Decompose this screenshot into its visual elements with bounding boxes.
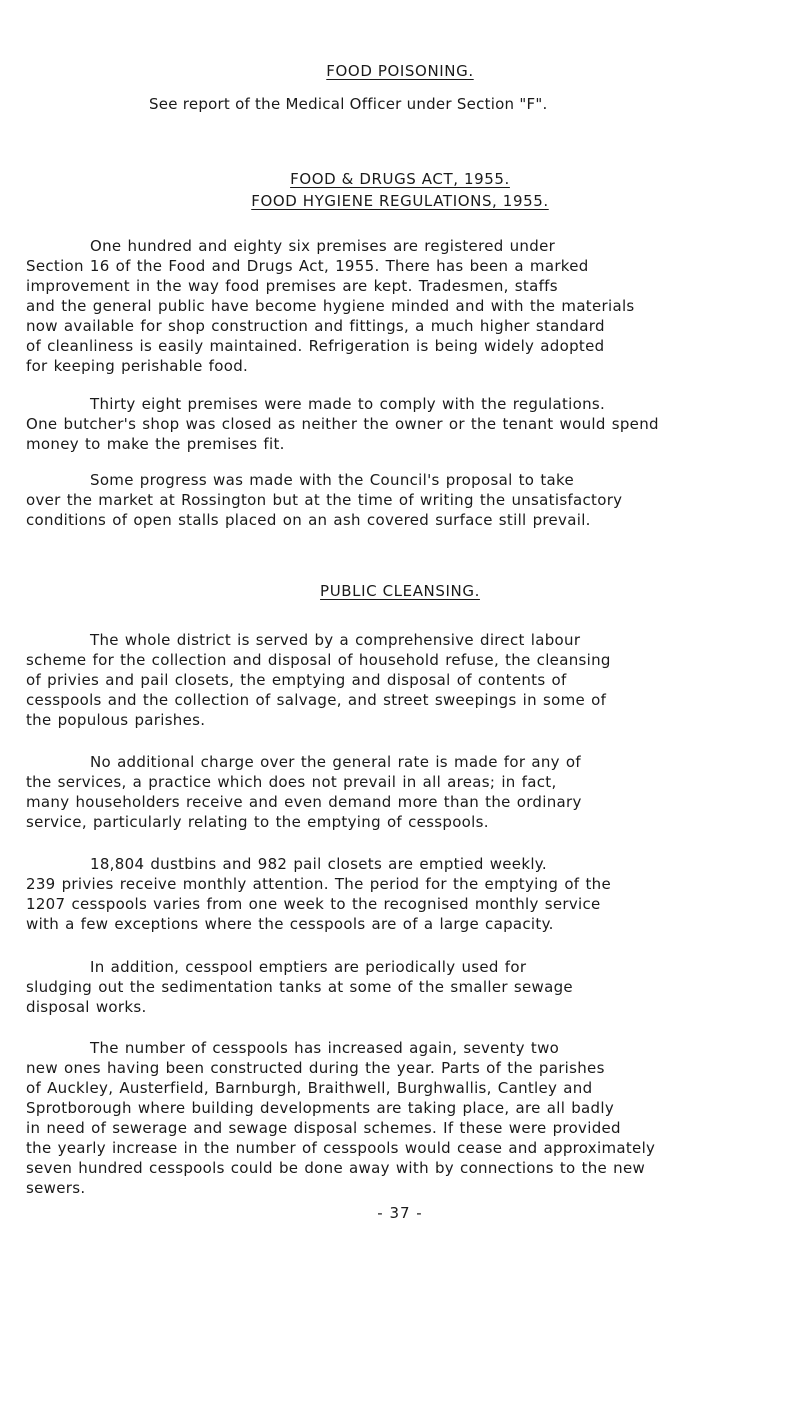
paragraph-line: The number of cesspools has increased again, seventy two — [90, 1039, 560, 1057]
paragraph-line: One hundred and eighty six premises are registered under — [90, 237, 556, 255]
heading-public-cleansing: PUBLIC CLEANSING. — [320, 582, 480, 600]
paragraph-line: 18,804 dustbins and 982 pail closets are emptied weekly. — [90, 855, 547, 873]
paragraph-line: for keeping perishable food. — [26, 357, 249, 375]
heading-food-poisoning: FOOD POISONING. — [326, 62, 474, 80]
food-paragraph-1 — [26, 236, 786, 376]
paragraph-line: now available for shop construction and fittings, a much higher standard — [26, 317, 605, 335]
paragraph-line: conditions of open stalls placed on an ash covered surface still prevail. — [26, 511, 591, 529]
page-number: - 37 - — [377, 1204, 423, 1222]
heading-food-hygiene: FOOD HYGIENE REGULATIONS, 1955. — [251, 192, 549, 210]
paragraph-line: the yearly increase in the number of cesspools would cease and approximately — [26, 1139, 656, 1157]
food-poisoning-note: See report of the Medical Officer under Section "F". — [149, 95, 548, 113]
food-paragraph-3 — [26, 470, 786, 530]
food-paragraph-2 — [26, 394, 786, 454]
paragraph-line: over the market at Rossington but at the time of writing the unsatisfactory — [26, 491, 623, 509]
cleansing-paragraph-4 — [26, 957, 786, 1017]
paragraph-line: Sprotborough where building developments are taking place, are all badly — [26, 1099, 615, 1117]
paragraph-line: service, particularly relating to the emptying of cesspools. — [26, 813, 489, 831]
paragraph-line: the populous parishes. — [26, 711, 206, 729]
paragraph-line: in need of sewerage and sewage disposal schemes. If these were provided — [26, 1119, 621, 1137]
paragraph-line: No additional charge over the general rate is made for any of — [90, 753, 581, 771]
paragraph-line: 1207 cesspools varies from one week to the recognised monthly service — [26, 895, 601, 913]
paragraph-line: cesspools and the collection of salvage, and street sweepings in some of — [26, 691, 607, 709]
paragraph-line: Section 16 of the Food and Drugs Act, 1955. There has been a marked — [26, 257, 589, 275]
paragraph-line: with a few exceptions where the cesspools are of a large capacity. — [26, 915, 554, 933]
paragraph-line: One butcher's shop was closed as neither the owner or the tenant would spend — [26, 415, 659, 433]
paragraph-line: In addition, cesspool emptiers are periodically used for — [90, 958, 527, 976]
cleansing-paragraph-5 — [26, 1038, 786, 1198]
paragraph-line: and the general public have become hygiene minded and with the materials — [26, 297, 635, 315]
paragraph-line: disposal works. — [26, 998, 147, 1016]
paragraph-line: of Auckley, Austerfield, Barnburgh, Braithwell, Burghwallis, Cantley and — [26, 1079, 593, 1097]
paragraph-line: seven hundred cesspools could be done away with by connections to the new — [26, 1159, 646, 1177]
paragraph-line: money to make the premises fit. — [26, 435, 285, 453]
cleansing-paragraph-3 — [26, 854, 786, 934]
paragraph-line: sewers. — [26, 1179, 86, 1197]
paragraph-line: Thirty eight premises were made to comply with the regulations. — [90, 395, 606, 413]
cleansing-paragraph-2 — [26, 752, 786, 832]
heading-food-drugs-act: FOOD & DRUGS ACT, 1955. — [290, 170, 510, 188]
paragraph-line: of privies and pail closets, the emptying and disposal of contents of — [26, 671, 567, 689]
paragraph-line: improvement in the way food premises are kept. Tradesmen, staffs — [26, 277, 558, 295]
paragraph-line: of cleanliness is easily maintained. Refrigeration is being widely adopted — [26, 337, 605, 355]
paragraph-line: the services, a practice which does not prevail in all areas; in fact, — [26, 773, 557, 791]
cleansing-paragraph-1 — [26, 630, 786, 730]
paragraph-line: new ones having been constructed during the year. Parts of the parishes — [26, 1059, 605, 1077]
paragraph-line: scheme for the collection and disposal of household refuse, the cleansing — [26, 651, 611, 669]
paragraph-line: The whole district is served by a comprehensive direct labour — [90, 631, 581, 649]
paragraph-line: sludging out the sedimentation tanks at some of the smaller sewage — [26, 978, 573, 996]
paragraph-line: 239 privies receive monthly attention. The period for the emptying of the — [26, 875, 611, 893]
paragraph-line: many householders receive and even demand more than the ordinary — [26, 793, 582, 811]
paragraph-line: Some progress was made with the Council's proposal to take — [90, 471, 574, 489]
